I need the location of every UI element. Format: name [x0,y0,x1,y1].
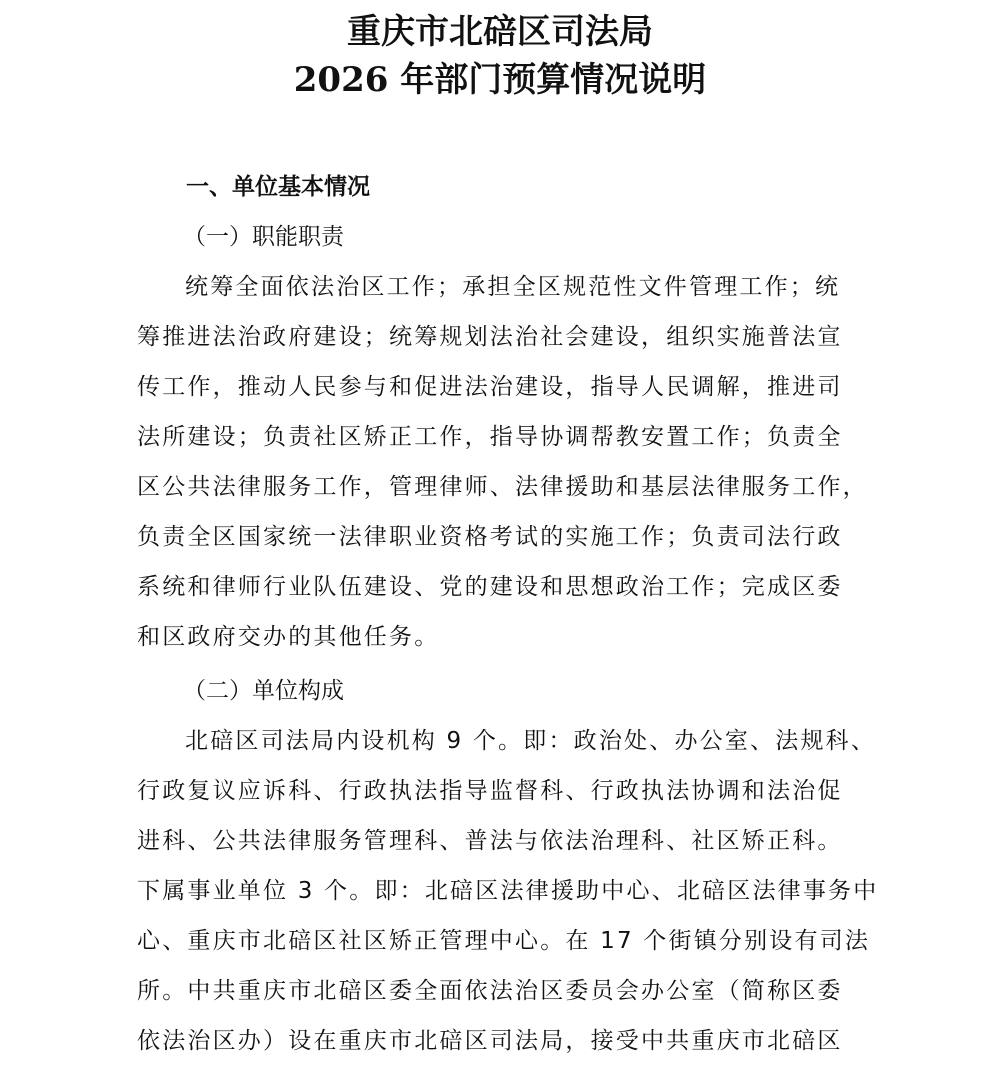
paragraph-line: 负责全区国家统一法律职业资格考试的实施工作；负责司法行政 [137,524,843,550]
paragraph-line: 区公共法律服务工作，管理律师、法律援助和基层法律服务工作， [137,474,868,500]
subsection-heading-composition: （二）单位构成 [183,678,344,704]
subsection-heading-functions: （一）职能职责 [183,224,344,250]
paragraph-line: 下属事业单位 3 个。即：北碚区法律援助中心、北碚区法律事务中 [137,878,879,904]
paragraph-line: 和区政府交办的其他任务。 [137,624,440,650]
paragraph-line: 北碚区司法局内设机构 9 个。即：政治处、办公室、法规科、 [185,728,877,754]
document-subtitle: 2026 年部门预算情况说明 [293,60,707,100]
paragraph-line: 进科、公共法律服务管理科、普法与依法治理科、社区矫正科。 [137,828,843,854]
paragraph-line: 筹推进法治政府建设；统筹规划法治社会建设，组织实施普法宣 [137,324,843,350]
paragraph-line: 法所建设；负责社区矫正工作，指导协调帮教安置工作；负责全 [137,424,843,450]
document-title: 重庆市北碚区司法局 [347,12,653,52]
paragraph-line: 系统和律师行业队伍建设、党的建设和思想政治工作；完成区委 [137,574,843,600]
section-heading-basic-info: 一、单位基本情况 [186,174,370,200]
paragraph-line: 行政复议应诉科、行政执法指导监督科、行政执法协调和法治促 [137,778,843,804]
paragraph-line: 心、重庆市北碚区社区矫正管理中心。在 17 个街镇分别设有司法 [137,928,871,954]
paragraph-line: 依法治区办）设在重庆市北碚区司法局，接受中共重庆市北碚区 [137,1028,843,1054]
paragraph-line: 传工作，推动人民参与和促进法治建设，指导人民调解，推进司 [137,374,843,400]
paragraph-line: 统筹全面依法治区工作；承担全区规范性文件管理工作；统 [185,274,841,300]
paragraph-line: 所。中共重庆市北碚区委全面依法治区委员会办公室（简称区委 [137,978,843,1004]
